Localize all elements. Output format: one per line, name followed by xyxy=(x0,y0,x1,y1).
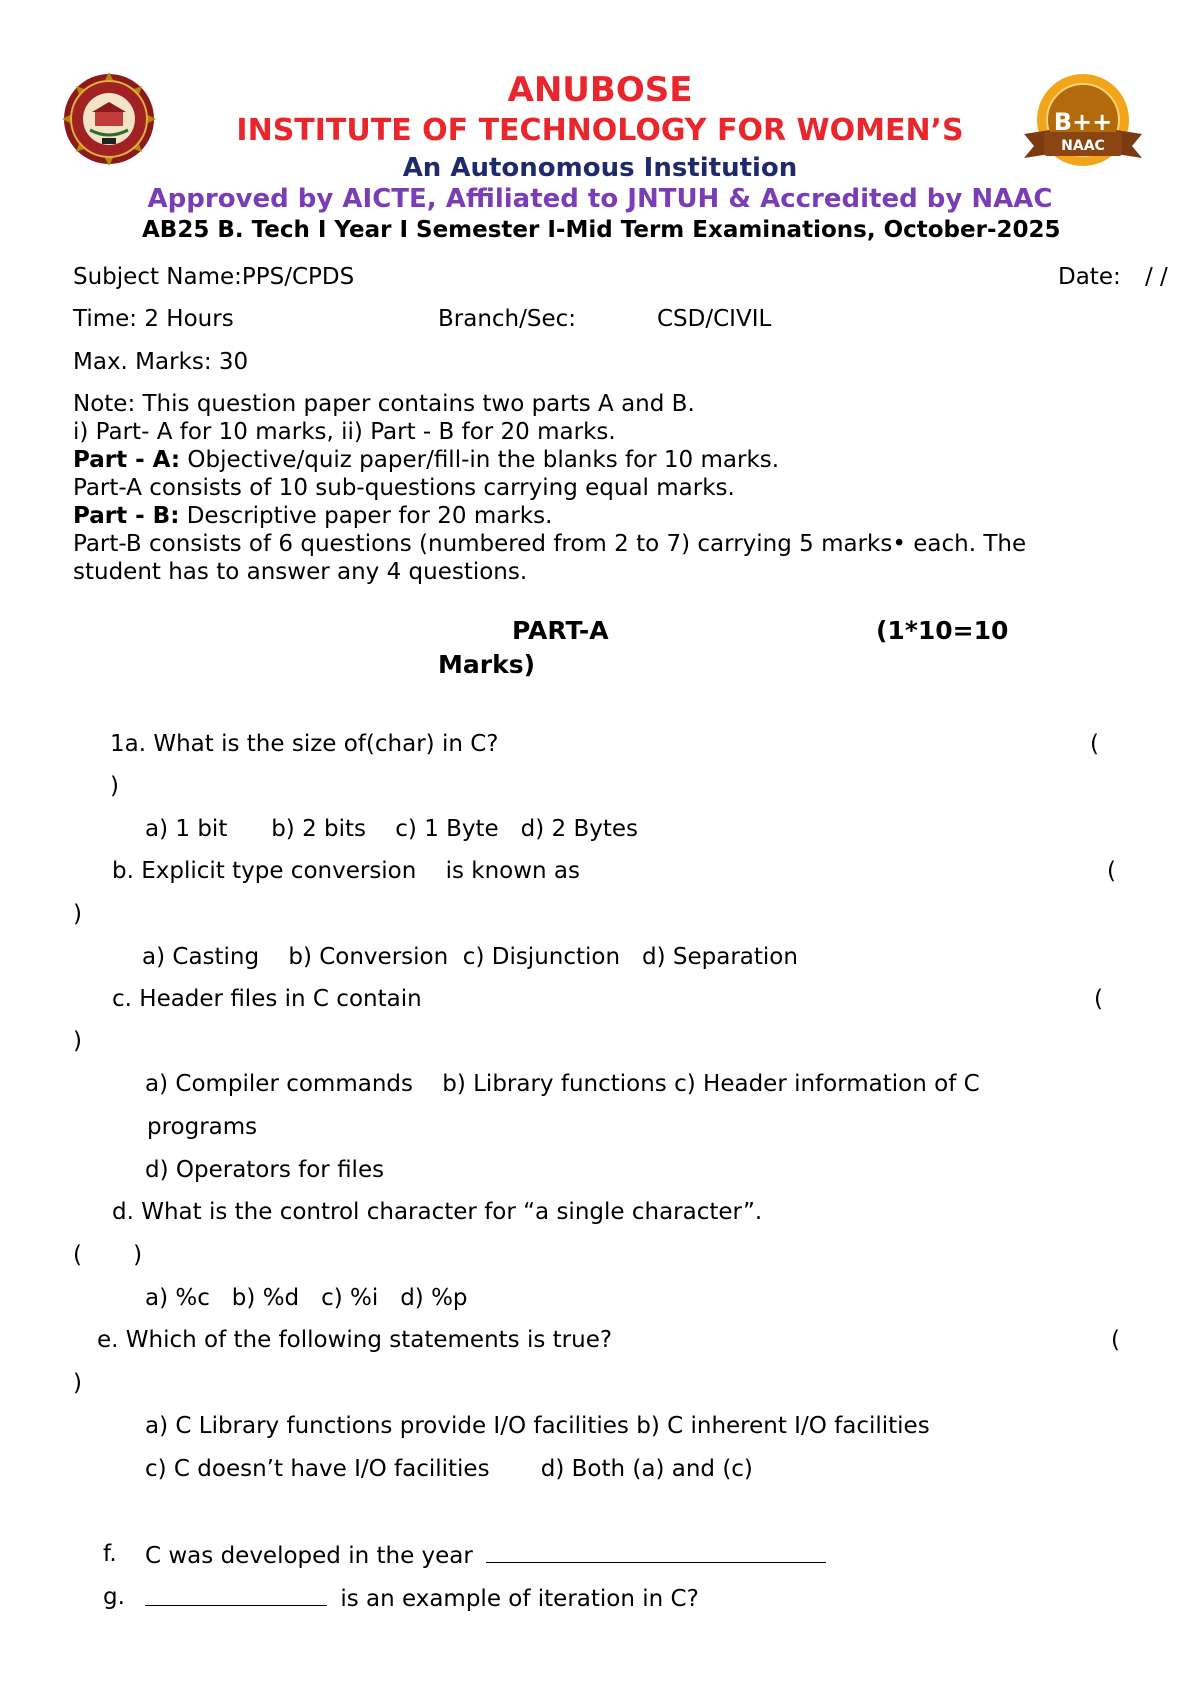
options-1b: a) Casting b) Conversion c) Disjunction d) Separation xyxy=(142,944,798,970)
note-line-5 xyxy=(73,502,552,530)
time-label: Time: 2 Hours xyxy=(73,306,234,332)
question-1g xyxy=(145,1583,699,1613)
note-line-3 xyxy=(73,446,779,474)
answer-paren-close: ) xyxy=(73,1028,82,1054)
question-1b: b. Explicit type conversion is known as xyxy=(112,858,581,884)
answer-paren-open: ( xyxy=(1094,986,1103,1012)
question-1f-text: C was developed in the year xyxy=(145,1543,473,1569)
note-line-7: student has to answer any 4 questions. xyxy=(73,559,528,585)
part-a-marks-close: Marks) xyxy=(438,650,536,679)
question-1g-text: is an example of iteration in C? xyxy=(340,1586,699,1612)
branch-value: CSD/CIVIL xyxy=(657,306,772,332)
question-1e: e. Which of the following statements is true? xyxy=(97,1327,613,1353)
date-label: Date: xyxy=(1058,264,1121,290)
date-value: / / xyxy=(1145,264,1168,290)
institution-name: ANUBOSE xyxy=(507,70,693,110)
institution-subtitle: INSTITUTE OF TECHNOLOGY FOR WOMEN’S xyxy=(236,113,964,148)
part-b-label: Part - B: xyxy=(73,503,180,529)
answer-paren-close: ) xyxy=(73,901,82,927)
answer-paren-open: ( xyxy=(1107,858,1116,884)
question-1d: d. What is the control character for “a single character”. xyxy=(112,1199,763,1225)
options-1e: a) C Library functions provide I/O facilities b) C inherent I/O facilities xyxy=(145,1413,930,1439)
part-a-label: Part - A: xyxy=(73,447,181,473)
options-1a: a) 1 bit b) 2 bits c) 1 Byte d) 2 Bytes xyxy=(145,816,638,842)
note-line-2: i) Part- A for 10 marks, ii) Part - B for 20 marks. xyxy=(73,419,616,445)
part-a-title: PART-A xyxy=(512,616,609,645)
question-1f xyxy=(145,1540,826,1570)
options-1c: a) Compiler commands b) Library functions c) Header information of C xyxy=(145,1071,980,1097)
svg-text:NAAC: NAAC xyxy=(1061,138,1105,154)
question-1c: c. Header files in C contain xyxy=(112,986,422,1012)
note-line-4: Part-A consists of 10 sub-questions carrying equal marks. xyxy=(73,475,735,501)
note-line-1: Note: This question paper contains two parts A and B. xyxy=(73,391,695,417)
answer-paren-close: ) xyxy=(110,773,119,799)
options-1c-d: d) Operators for files xyxy=(145,1157,385,1183)
note-line-6: Part-B consists of 6 questions (numbered from 2 to 7) carrying 5 marks• each. The xyxy=(73,531,1027,557)
answer-paren-open: ( xyxy=(1090,731,1099,757)
exam-title: AB25 B. Tech I Year I Semester I-Mid Term Examinations, October-2025 xyxy=(142,217,1061,243)
svg-text:B++: B++ xyxy=(1053,108,1113,136)
question-1g-label: g. xyxy=(103,1584,125,1610)
options-1c-cont: programs xyxy=(147,1114,258,1140)
question-1a: 1a. What is the size of(char) in C? xyxy=(110,731,499,757)
part-a-marks: (1*10=10 xyxy=(876,616,1009,645)
options-1e-cont: c) C doesn’t have I/O facilities d) Both (a) and (c) xyxy=(145,1456,753,1482)
question-1f-label: f. xyxy=(103,1541,117,1567)
part-b-desc: Descriptive paper for 20 marks. xyxy=(179,503,553,529)
answer-paren-open: ( xyxy=(1111,1327,1120,1353)
approval-line: Approved by AICTE, Affiliated to JNTUH & Accredited by NAAC xyxy=(147,184,1053,214)
branch-label: Branch/Sec: xyxy=(438,306,577,332)
answer-paren-close: ) xyxy=(73,1370,82,1396)
subject-name: Subject Name:PPS/CPDS xyxy=(73,264,355,290)
answer-blank[interactable] xyxy=(486,1540,826,1563)
answer-paren: ( ) xyxy=(73,1242,143,1268)
answer-blank[interactable] xyxy=(145,1583,327,1606)
max-marks: Max. Marks: 30 xyxy=(73,349,249,375)
options-1d: a) %c b) %d c) %i d) %p xyxy=(145,1285,468,1311)
autonomous-label: An Autonomous Institution xyxy=(402,153,798,183)
part-a-desc: Objective/quiz paper/fill-in the blanks for 10 marks. xyxy=(180,447,780,473)
